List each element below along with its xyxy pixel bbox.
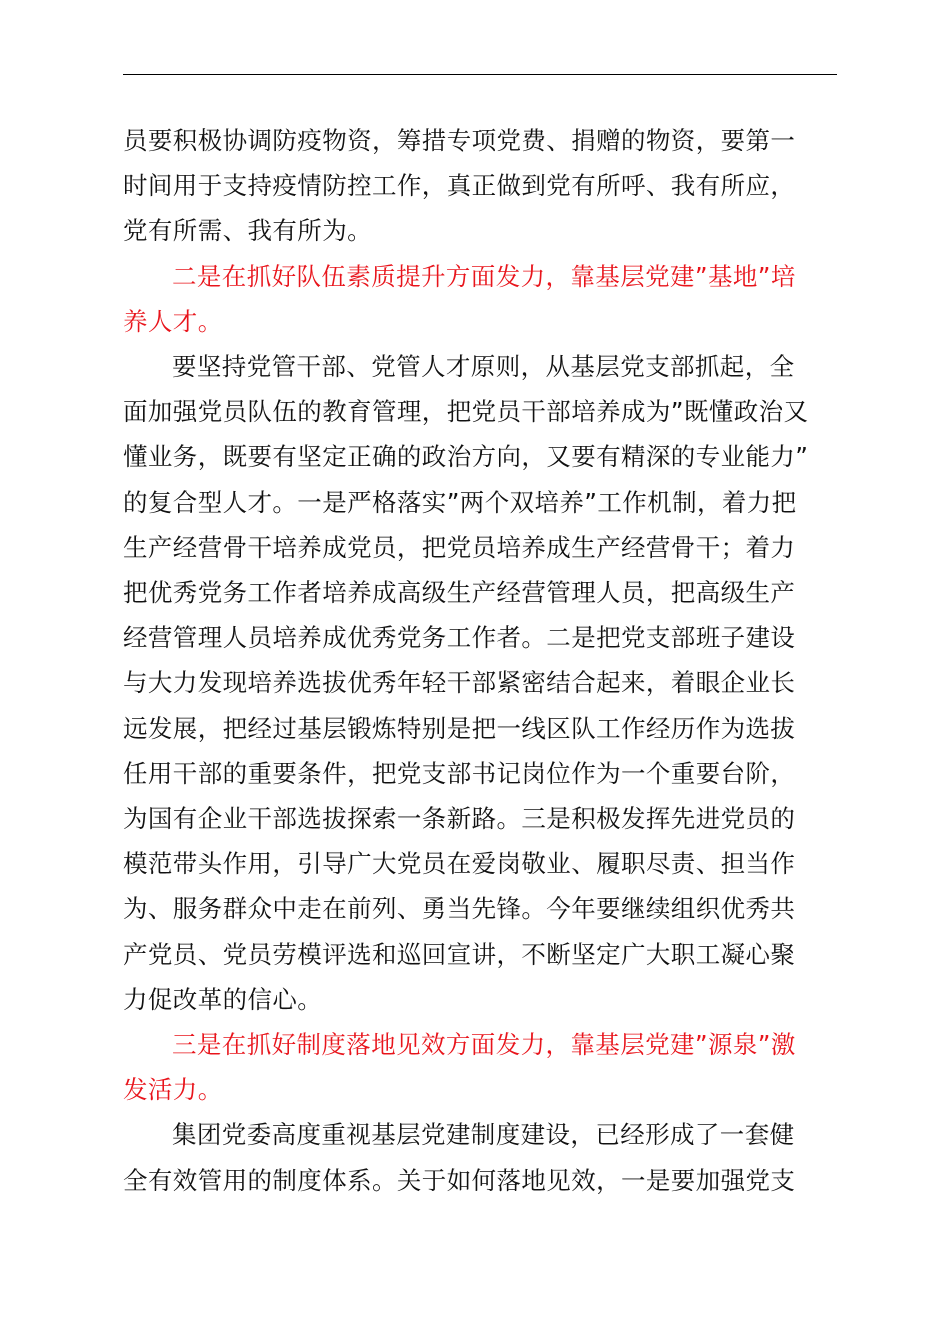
heading-line: 发活力。	[123, 1075, 223, 1105]
text-line: 集团党委高度重视基层党建制度建设，已经形成了一套健	[172, 1120, 795, 1150]
text-line: 模范带头作用，引导广大党员在爱岗敬业、履职尽责、担当作	[123, 849, 796, 879]
heading-line: 养人才。	[123, 306, 223, 336]
section-heading-system-implementation	[123, 1022, 837, 1112]
text-line: 员要积极协调防疫物资，筹措专项党费、捐赠的物资，要第一	[123, 126, 796, 155]
paragraph-team-quality	[123, 344, 837, 1022]
header-rule	[123, 74, 837, 75]
text-line: 力促改革的信心。	[123, 984, 323, 1014]
heading-line: 二是在抓好队伍素质提升方面发力，靠基层党建”基地”培	[172, 261, 796, 291]
text-line: 远发展，把经过基层锻炼特别是把一线区队工作经历作为选拔	[123, 713, 796, 743]
text-line: 经营管理人员培养成优秀党务工作者。二是把党支部班子建设	[123, 623, 796, 653]
paragraph-system-implementation	[123, 1112, 837, 1202]
text-line: 面加强党员队伍的教育管理，把党员干部培养成为”既懂政治又	[123, 397, 809, 427]
text-line: 的复合型人才。一是严格落实”两个双培养”工作机制，着力把	[123, 487, 797, 517]
text-line: 懂业务，既要有坚定正确的政治方向，又要有精深的专业能力”	[123, 442, 809, 472]
text-line: 任用干部的重要条件，把党支部书记岗位作为一个重要台阶，	[123, 758, 796, 788]
text-line: 为国有企业干部选拔探索一条新路。三是积极发挥先进党员的	[123, 804, 796, 834]
text-line: 要坚持党管干部、党管人才原则，从基层党支部抓起，全	[172, 352, 795, 382]
text-line: 为、服务群众中走在前列、勇当先锋。今年要继续组织优秀共	[123, 894, 796, 924]
text-line: 时间用于支持疫情防控工作，真正做到党有所呼、我有所应，	[123, 171, 796, 201]
text-line: 党有所需、我有所为。	[123, 216, 372, 246]
section-heading-team-quality	[123, 254, 837, 344]
text-line: 与大力发现培养选拔优秀年轻干部紧密结合起来，着眼企业长	[123, 668, 796, 698]
text-line: 生产经营骨干培养成党员，把党员培养成生产经营骨干；着力	[123, 532, 796, 562]
paragraph-continuation	[123, 118, 837, 254]
text-line: 全有效管用的制度体系。关于如何落地见效，一是要加强党支	[123, 1165, 796, 1195]
heading-line: 三是在抓好制度落地见效方面发力，靠基层党建”源泉”激	[172, 1030, 796, 1060]
text-line: 产党员、党员劳模评选和巡回宣讲，不断坚定广大职工凝心聚	[123, 939, 796, 969]
document-body	[123, 118, 837, 1203]
text-line: 把优秀党务工作者培养成高级生产经营管理人员，把高级生产	[123, 578, 796, 608]
